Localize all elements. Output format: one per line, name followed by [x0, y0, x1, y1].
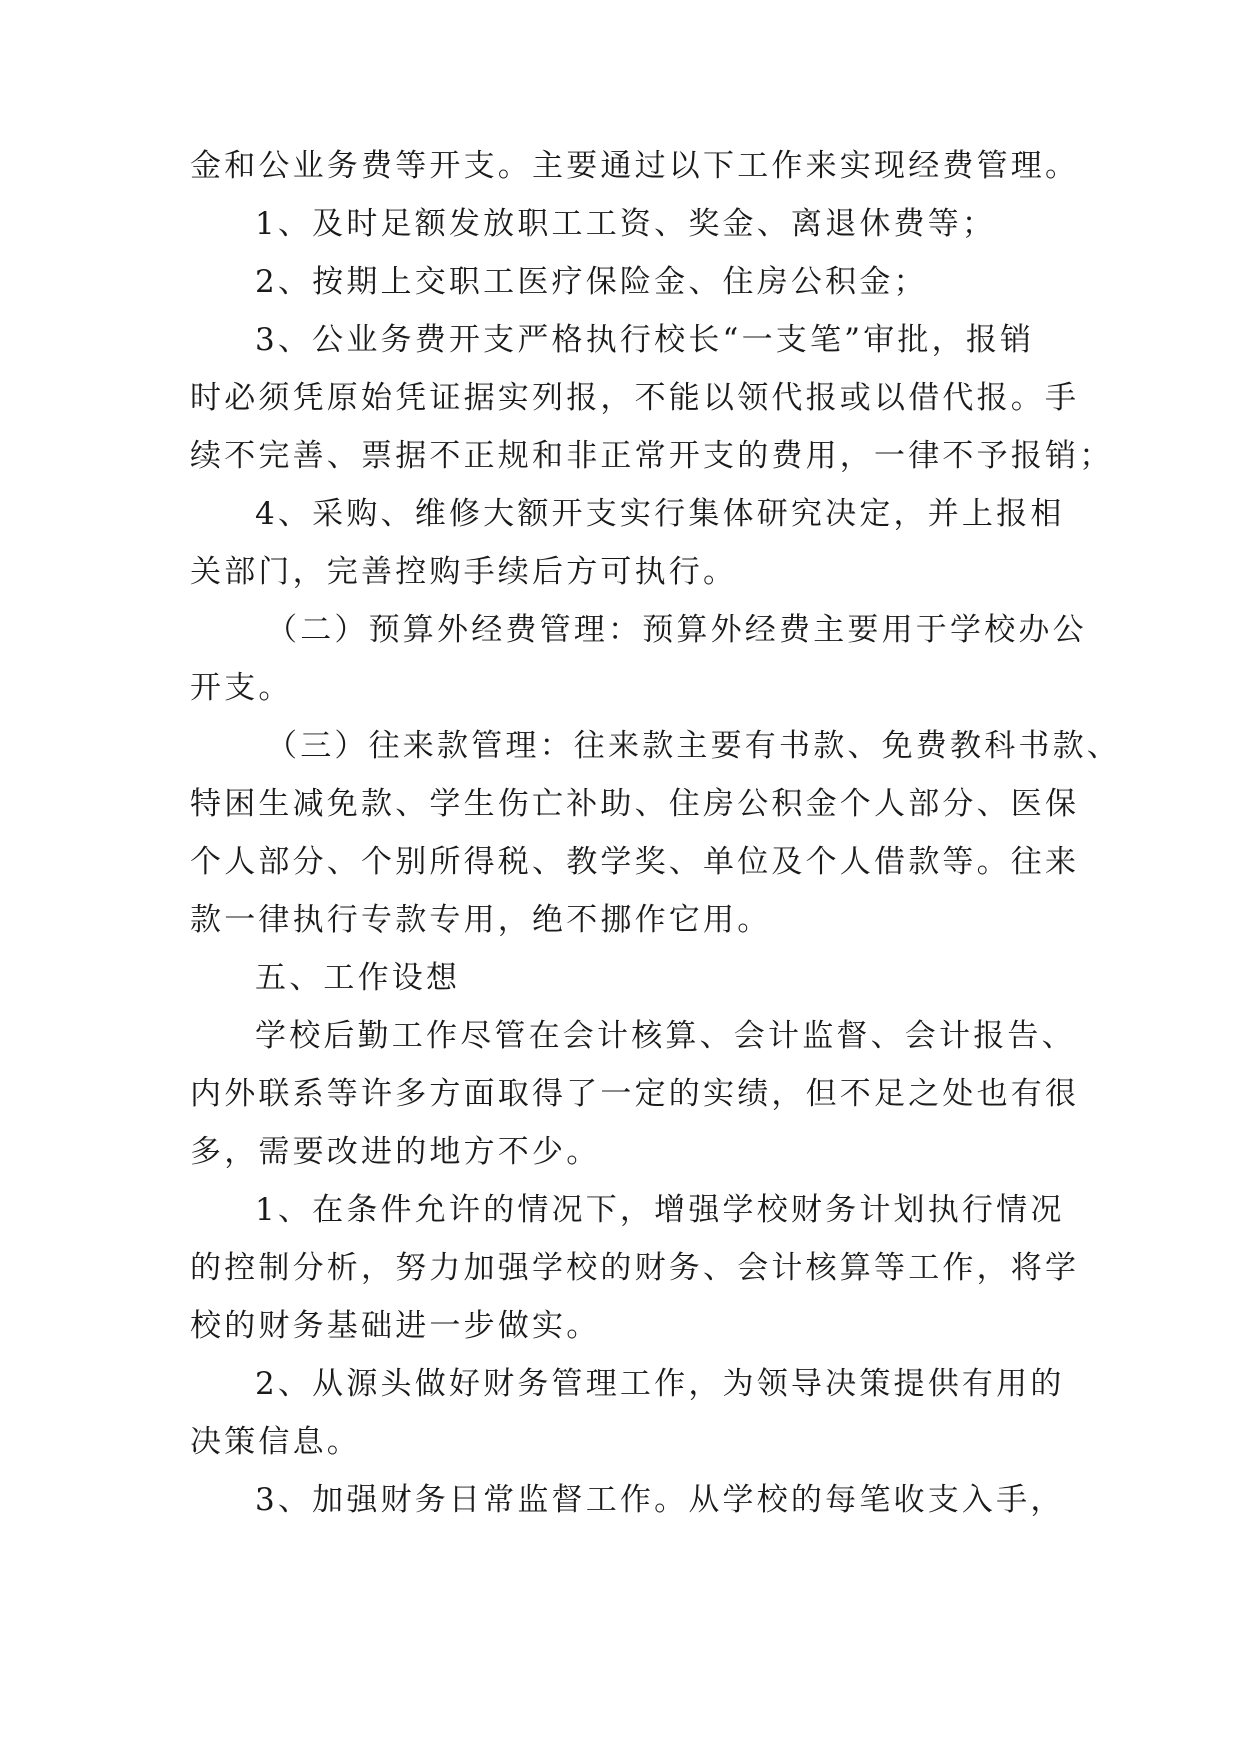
text-line-8: 关部门，完善控购手续后方可执行。 — [190, 554, 738, 590]
text-line-7: 4、采购、维修大额开支实行集体研究决定，并上报相 — [255, 496, 1065, 532]
text-line-19: 1、在条件允许的情况下，增强学校财务计划执行情况 — [255, 1192, 1065, 1228]
text-line-22: 2、从源头做好财务管理工作，为领导决策提供有用的 — [255, 1366, 1065, 1402]
text-line-14: 款一律执行专款专用，绝不挪作它用。 — [190, 902, 772, 938]
text-line-1: 金和公业务费等开支。主要通过以下工作来实现经费管理。 — [190, 148, 1080, 184]
text-line-6: 续不完善、票据不正规和非正常开支的费用，一律不予报销； — [190, 438, 1114, 474]
section-heading: 五、工作设想 — [255, 960, 461, 996]
text-line-17: 内外联系等许多方面取得了一定的实绩，但不足之处也有很 — [190, 1076, 1080, 1112]
text-line-3: 2、按期上交职工医疗保险金、住房公积金； — [255, 264, 928, 300]
text-line-12: 特困生减免款、学生伤亡补助、住房公积金个人部分、医保 — [190, 786, 1080, 822]
text-line-18: 多，需要改进的地方不少。 — [190, 1134, 601, 1170]
text-line-2: 1、及时足额发放职工工资、奖金、离退休费等； — [255, 206, 997, 242]
text-line-13: 个人部分、个别所得税、教学奖、单位及个人借款等。往来 — [190, 844, 1080, 880]
text-line-4: 3、公业务费开支严格执行校长“一支笔”审批，报销 — [255, 322, 1035, 358]
text-line-10: 开支。 — [190, 670, 293, 706]
text-line-9: （二）预算外经费管理：预算外经费主要用于学校办公 — [266, 612, 1087, 648]
text-line-21: 校的财务基础进一步做实。 — [190, 1308, 601, 1344]
text-line-16: 学校后勤工作尽管在会计核算、会计监督、会计报告、 — [255, 1018, 1076, 1054]
text-line-24: 3、加强财务日常监督工作。从学校的每笔收支入手， — [255, 1482, 1065, 1518]
text-line-20: 的控制分析，努力加强学校的财务、会计核算等工作，将学 — [190, 1250, 1080, 1286]
text-line-5: 时必须凭原始凭证据实列报，不能以领代报或以借代报。手 — [190, 380, 1080, 416]
text-line-23: 决策信息。 — [190, 1424, 361, 1460]
text-line-11: （三）往来款管理：往来款主要有书款、免费教科书款、 — [266, 728, 1121, 764]
